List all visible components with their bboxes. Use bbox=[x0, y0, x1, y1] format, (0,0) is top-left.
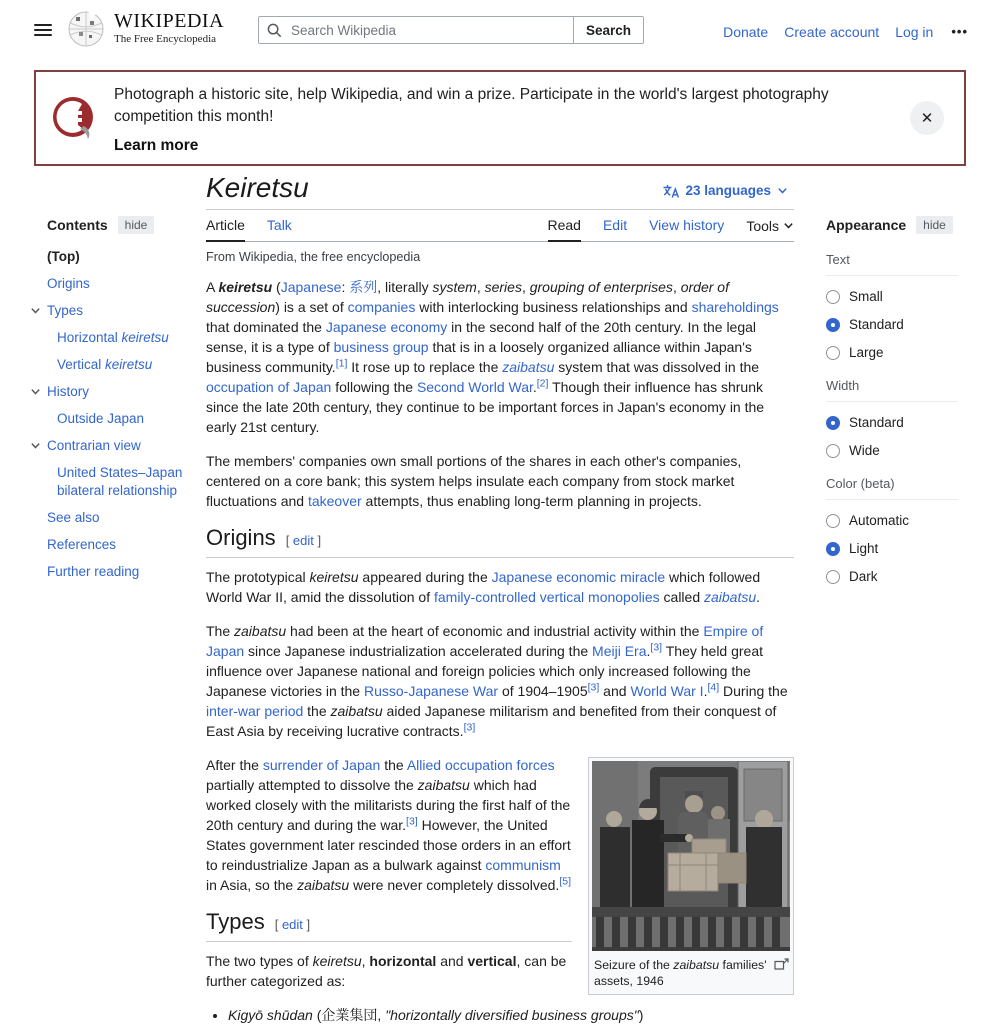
zaibatsu-seizure-photo bbox=[592, 761, 790, 951]
inline-link[interactable]: Meiji Era bbox=[592, 643, 647, 659]
inline-link[interactable]: 系列 bbox=[349, 279, 378, 295]
edit-section-link[interactable]: [ edit ] bbox=[274, 917, 311, 932]
site-subtitle: From Wikipedia, the free encyclopedia bbox=[206, 250, 421, 264]
toc-item-top[interactable]: (Top) bbox=[47, 249, 80, 264]
log-in-link[interactable]: Log in bbox=[895, 23, 934, 40]
color-section-label: Color (beta) bbox=[826, 476, 958, 500]
types-paragraph-1: The two types of keiretsu, horizontal and vertical, can be further categorized as: bbox=[206, 953, 567, 989]
search-button[interactable]: Search bbox=[573, 16, 644, 44]
language-icon bbox=[662, 184, 679, 198]
donate-link[interactable]: Donate bbox=[723, 23, 769, 40]
edit-section-link[interactable]: [ edit ] bbox=[285, 533, 322, 548]
top-bar bbox=[0, 0, 1000, 62]
article-main bbox=[206, 172, 794, 1029]
inline-link[interactable]: Japanese bbox=[280, 279, 342, 295]
article-body bbox=[206, 277, 794, 1025]
inline-link[interactable]: communism bbox=[485, 857, 561, 873]
wiki-loves-monuments-icon bbox=[51, 95, 97, 141]
inline-link[interactable]: occupation of Japan bbox=[206, 379, 332, 395]
lead-paragraph: A keiretsu (Japanese: 系列, literally system, series, grouping of enterprises, order of succession) is a set of companies with interlocking business relationships and shareholdings that dominated the Japanese economy in the second half of the 20th century. In the legal sense, it is a type of business group that is in a loosely organized alliance within Japan's business community.[1] It rose up to replace the zaibatsu system that was dissolved in the occupation of Japan following the Second World War.[2] Though their influence has shrunk since the late 20th century, they continue to be important forces in Japan's economy in the early 21st century. bbox=[206, 279, 779, 435]
radio-icon[interactable] bbox=[826, 444, 840, 458]
toc-item-vertical-keiretsu[interactable]: Vertical keiretsu bbox=[57, 357, 153, 372]
appearance-hide-button[interactable]: hide bbox=[916, 216, 953, 234]
lead-paragraph-2: The members' companies own small portions of the shares in each other's companies, centered on a core bank; this system helps insulate each company from stock market fluctuations and takeover attempts, thus enabling long-term planning in projects. bbox=[206, 453, 742, 509]
tab-edit[interactable]: Edit bbox=[602, 217, 628, 233]
inline-link[interactable]: inter-war period bbox=[206, 703, 304, 719]
inline-link[interactable]: companies bbox=[347, 299, 416, 315]
contents-title: Contents bbox=[47, 217, 108, 233]
origins-paragraph-1: The prototypical keiretsu appeared during the Japanese economic miracle which followed World War II, amid the dissolution of family-controlled vertical monopolies called zaibatsu. bbox=[206, 569, 761, 605]
section-heading-origins: Origins [ edit ] bbox=[206, 528, 794, 558]
campaign-banner bbox=[34, 70, 966, 166]
width-section-label: Width bbox=[826, 378, 958, 402]
inline-link[interactable]: edit bbox=[281, 917, 303, 932]
radio-icon[interactable] bbox=[826, 416, 840, 430]
toc-item-references[interactable]: References bbox=[47, 537, 117, 552]
inline-link[interactable]: zaibatsu bbox=[502, 359, 555, 375]
appearance-panel bbox=[826, 216, 958, 584]
wikipedia-logo[interactable] bbox=[66, 8, 224, 48]
reference-link[interactable]: [3] bbox=[587, 681, 600, 694]
text-standard-option[interactable]: Standard bbox=[826, 317, 958, 332]
article-thumbnail[interactable] bbox=[588, 757, 794, 995]
inline-link[interactable]: business group bbox=[333, 339, 429, 355]
article-tabs bbox=[206, 210, 794, 242]
contents-sidebar bbox=[28, 216, 186, 590]
appearance-title: Appearance bbox=[826, 217, 907, 233]
inline-link[interactable]: zaibatsu bbox=[704, 589, 757, 605]
toc-item-contrarian-view[interactable]: Contrarian view bbox=[28, 437, 186, 455]
chevron-down-icon bbox=[777, 185, 788, 196]
logo-wordmark: WIKIPEDIA bbox=[114, 10, 225, 32]
reference-link[interactable]: [1] bbox=[335, 357, 348, 370]
width-standard-option[interactable]: Standard bbox=[826, 415, 958, 430]
color-dark-option[interactable]: Dark bbox=[826, 569, 958, 584]
menu-icon[interactable] bbox=[28, 15, 58, 45]
toc-item-horizontal-keiretsu[interactable]: Horizontal keiretsu bbox=[57, 330, 169, 345]
thumbnail-caption: Seizure of the zaibatsu families' assets, 1946 bbox=[592, 951, 790, 991]
inline-link[interactable]: family-controlled vertical monopolies bbox=[433, 589, 660, 605]
inline-link[interactable]: Japanese economic miracle bbox=[491, 569, 666, 585]
text-small-option[interactable]: Small bbox=[826, 289, 958, 304]
radio-icon[interactable] bbox=[826, 570, 840, 584]
inline-link[interactable]: Russo-Japanese War bbox=[363, 683, 499, 699]
search-input[interactable] bbox=[289, 22, 573, 39]
close-icon[interactable]: ✕ bbox=[910, 101, 944, 135]
chevron-down-icon[interactable] bbox=[30, 386, 41, 397]
chevron-down-icon[interactable] bbox=[30, 305, 41, 316]
radio-icon[interactable] bbox=[826, 290, 840, 304]
tab-article[interactable]: Article bbox=[206, 212, 245, 242]
radio-icon[interactable] bbox=[826, 542, 840, 556]
origins-paragraph-2: The zaibatsu had been at the heart of economic and industrial activity within the Empire of Japan since Japanese industrialization accelerated during the Meiji Era.[3] They held great influence over Japanese national and foreign policies which only increased following the Japanese victories in the Russo-Japanese War of 1904–1905[3] and World War I.[4] During the inter-war period the zaibatsu aided Japanese militarism and benefited from their conquest of East Asia by receiving lucrative contracts.[3] bbox=[206, 623, 788, 739]
origins-paragraph-3: After the surrender of Japan the Allied occupation forces partially attempted to dissolve the zaibatsu which had worked closely with the militarists during the first half of the 20th century and during the war.[3] However, the United States government later rescinded those orders in an effort to reindustrialize Japan as a bulwark against communism in Asia, so the zaibatsu were never completely dissolved.[5] bbox=[206, 757, 572, 893]
inline-link[interactable]: surrender of Japan bbox=[262, 757, 381, 773]
languages-button[interactable]: 23 languages bbox=[656, 182, 794, 199]
inline-link[interactable]: Second World War bbox=[416, 379, 533, 395]
inline-link[interactable]: Empire of Japan bbox=[206, 623, 764, 659]
page-title: Keiretsu bbox=[206, 172, 309, 203]
reference-link[interactable]: [2] bbox=[536, 377, 549, 390]
reference-link[interactable]: [3] bbox=[406, 815, 418, 828]
tab-talk[interactable]: Talk bbox=[266, 217, 292, 233]
inline-link[interactable]: Allied occupation forces bbox=[406, 757, 555, 773]
color-automatic-option[interactable]: Automatic bbox=[826, 513, 958, 528]
learn-more-link[interactable]: Learn more bbox=[114, 137, 199, 154]
types-list bbox=[206, 1005, 794, 1025]
width-wide-option[interactable]: Wide bbox=[826, 443, 958, 458]
toc-item-types[interactable]: Types bbox=[28, 302, 186, 320]
wikipedia-globe-icon bbox=[66, 8, 106, 48]
reference-link[interactable]: [5] bbox=[559, 875, 572, 888]
text-large-option[interactable]: Large bbox=[826, 345, 958, 360]
tab-view-history[interactable]: View history bbox=[649, 217, 725, 233]
toc-item-further-reading[interactable]: Further reading bbox=[47, 564, 140, 579]
tab-read[interactable]: Read bbox=[548, 212, 581, 242]
tab-tools[interactable]: Tools bbox=[746, 212, 794, 241]
section-heading-types: Types [ edit ] bbox=[206, 912, 572, 942]
reference-link[interactable]: [4] bbox=[707, 681, 720, 694]
banner-message: Photograph a historic site, help Wikipedia, and win a prize. Participate in the world's largest photography competition this month! bbox=[114, 86, 829, 125]
user-links bbox=[723, 22, 970, 41]
toc-item-us-japan[interactable]: United States–Japan bilateral relationship bbox=[57, 465, 183, 498]
enlarge-icon[interactable] bbox=[774, 958, 789, 970]
chevron-down-icon bbox=[783, 220, 794, 231]
inline-link[interactable]: takeover bbox=[307, 493, 362, 509]
inline-link[interactable]: Japanese economy bbox=[325, 319, 448, 335]
reference-link[interactable]: [3] bbox=[463, 721, 476, 734]
toc-item-origins[interactable]: Origins bbox=[47, 276, 90, 291]
search-icon bbox=[267, 23, 282, 38]
text-section-label: Text bbox=[826, 252, 958, 276]
contents-hide-button[interactable]: hide bbox=[118, 216, 155, 234]
radio-icon[interactable] bbox=[826, 318, 840, 332]
chevron-down-icon[interactable] bbox=[30, 440, 41, 451]
radio-icon[interactable] bbox=[826, 346, 840, 360]
inline-link[interactable]: World War I bbox=[630, 683, 704, 699]
logo-tagline: The Free Encyclopedia bbox=[114, 33, 217, 45]
color-light-option[interactable]: Light bbox=[826, 541, 958, 556]
more-options-icon[interactable]: ••• bbox=[951, 24, 968, 39]
create-account-link[interactable]: Create account bbox=[784, 23, 880, 40]
inline-link[interactable]: shareholdings bbox=[691, 299, 779, 315]
toc-item-outside-japan[interactable]: Outside Japan bbox=[57, 411, 145, 426]
toc-item-see-also[interactable]: See also bbox=[47, 510, 100, 525]
reference-link[interactable]: [3] bbox=[650, 641, 663, 654]
toc-item-history[interactable]: History bbox=[28, 383, 186, 401]
list-item: • Kigyō shūdan (企業集団, "horizontally diversified business groups") bbox=[228, 1005, 794, 1025]
inline-link[interactable]: edit bbox=[292, 533, 314, 548]
radio-icon[interactable] bbox=[826, 514, 840, 528]
search-bar bbox=[258, 16, 644, 44]
